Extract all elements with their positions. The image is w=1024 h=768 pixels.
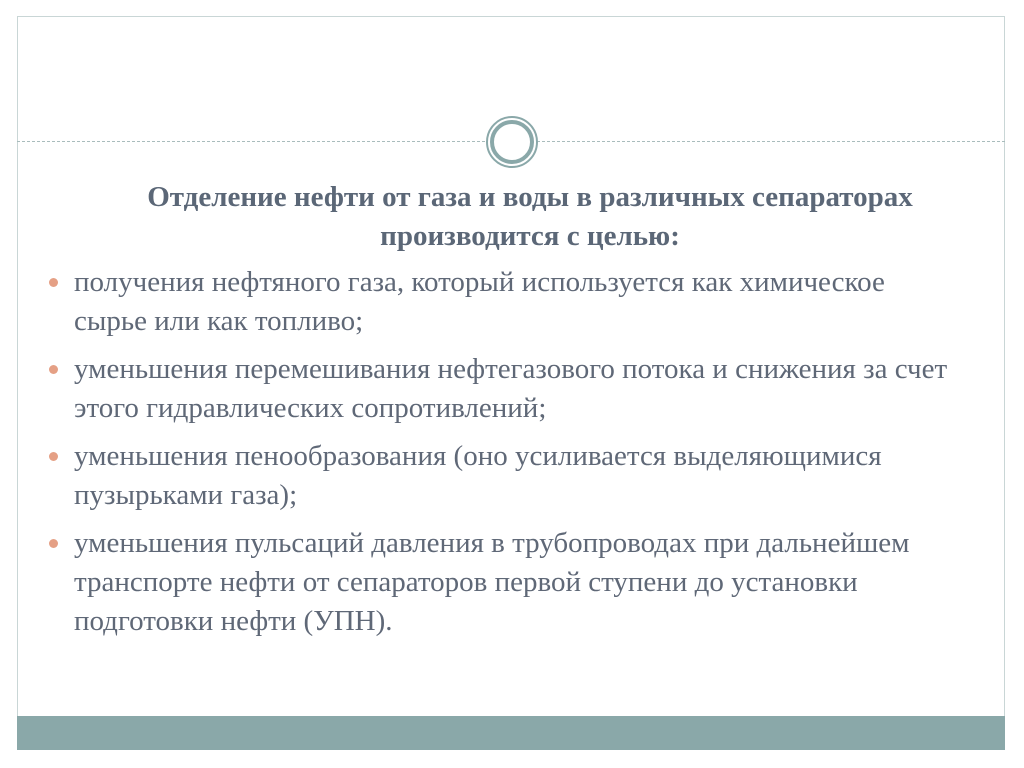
bullet-text: уменьшения перемешивания нефтегазового потока и снижения за счет этого гидравлических сопротивлений; [74, 353, 948, 424]
double-ring-ornament-icon [485, 115, 539, 169]
bullet-list [44, 263, 954, 650]
bullet-text: уменьшения пенообразования (оно усиливается выделяющимися пузырьками газа); [74, 440, 882, 511]
bullet-item [44, 350, 954, 428]
bottom-accent-band [17, 716, 1005, 750]
bullet-item [44, 524, 954, 641]
bullet-dot-icon [49, 452, 58, 461]
bullet-item [44, 263, 954, 341]
bullet-dot-icon [49, 365, 58, 374]
bullet-dot-icon [49, 539, 58, 548]
bullet-text: уменьшения пульсаций давления в трубопроводах при дальнейшем транспорте нефти от сепараторов первой ступени до установки подготовки нефти (УПН). [74, 527, 910, 637]
bullet-text: получения нефтяного газа, который используется как химическое сырье или как топливо; [74, 266, 885, 337]
slide-heading: Отделение нефти от газа и воды в различных сепараторах производится с целью: [147, 181, 913, 252]
bullet-dot-icon [49, 278, 58, 287]
bullet-item [44, 437, 954, 515]
